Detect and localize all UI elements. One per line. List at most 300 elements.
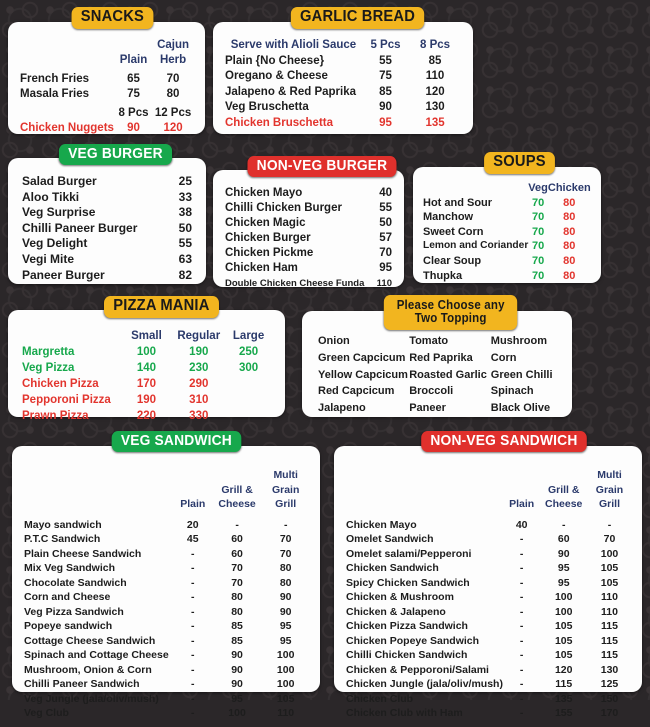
item-price-grill: 90 [231,649,243,661]
item-name: Lemon and Coriander [423,240,529,252]
section-badge-pizza-mania: PIZZA MANIA [104,296,219,318]
table-row [423,269,591,284]
card-soups [413,167,601,283]
item-price-veg: 70 [531,254,545,267]
item-name: Veg Pizza [22,362,75,374]
col-header-grill-line1: Grill & [547,483,580,496]
table-row [318,400,558,417]
item-price-multi: 110 [601,591,618,603]
item-name: Double Chicken Cheese Funda [225,278,365,289]
col-header-multi-grain-grill [587,468,632,512]
item-name: Chicken & Pepporoni/Salami [346,663,489,676]
item-name: Chicken Ham [225,262,298,274]
table-row [22,205,192,221]
item-price-cajun: 80 [166,88,180,100]
table-row [22,190,192,206]
item-price-grill: - [561,518,566,531]
item-name: Chicken Sandwich [346,562,439,574]
section-badge-veg-sandwich: VEG SANDWICH [112,431,241,452]
item-price-multi: 110 [601,605,618,618]
veg-sandwich-table [24,468,310,721]
item-price-multi: 70 [279,547,292,560]
item-price-plain: - [519,605,524,618]
table-row [318,383,558,400]
item-name: Veg Delight [22,236,88,251]
item-name: Mayo sandwich [24,518,102,531]
item-price-multi: 105 [276,692,295,705]
table-row [318,350,558,367]
item-price-plain: - [519,533,524,545]
item-price: 25 [178,174,192,188]
item-name: Chicken Club with Ham [346,707,463,719]
item-price-12pcs: 120 [163,122,183,134]
item-price-5pcs: 90 [379,101,392,114]
item-name: Chilli Paneer Burger [22,220,138,235]
item-price-multi: 105 [600,576,619,589]
table-row [423,210,591,225]
table-row [423,239,591,254]
col-header-regular: Regular [177,330,221,342]
col-header-8pcs: 8 Pcs [118,107,149,119]
item-name: Chicken Club [346,692,414,705]
snacks-table [20,38,193,136]
item-name: Cottage Cheese Sandwich [24,634,156,647]
non-veg-sandwich-table [346,468,632,721]
col-header-veg: Veg [528,182,548,194]
item-name: Spicy Chicken Sandwich [346,576,470,589]
topping-item: Black Olive [490,402,551,415]
col-header-small: Small [131,330,162,342]
item-price-grill: 105 [554,649,573,661]
item-name: Chicken Mayo [346,518,417,531]
item-price-plain: - [519,620,524,632]
topping-item: Spinach [490,385,534,398]
item-name: Veg Pizza Sandwich [24,605,124,618]
item-price-plain: - [519,678,524,690]
item-price-grill: 60 [231,533,243,545]
item-price-plain: - [191,634,195,647]
table-header-row [225,38,461,54]
item-price-large: 250 [238,346,259,358]
table-row [346,590,632,605]
table-row [225,100,461,116]
item-name: Chicken & Jalapeno [346,605,446,618]
table-row [346,605,632,620]
item-name: Omelet salami/Pepperoni [346,547,472,560]
item-name: French Fries [20,73,90,85]
item-price: 70 [379,247,392,259]
section-badge-veg-burger: VEG BURGER [59,144,172,165]
item-price-plain: - [191,692,195,705]
card-pizza-mania [8,310,285,422]
topping-item: Broccoli [409,385,454,398]
item-price-grill: 70 [231,576,243,589]
table-row [20,87,193,102]
item-price-small: 100 [136,346,157,358]
item-name: Paneer Burger [22,267,105,282]
item-price-plain: - [519,663,524,676]
section-badge-non-veg-sandwich: NON-VEG SANDWICH [421,431,586,452]
col-header-plain: Plain [180,498,206,510]
item-name: Popeye sandwich [24,620,113,632]
topping-item: Onion [318,335,350,347]
table-row [346,706,632,721]
table-header-row [24,468,310,512]
table-row [346,518,632,533]
item-price-plain: - [191,649,195,661]
item-price-grill: 95 [557,562,570,574]
item-price-multi: 170 [600,707,619,719]
item-name: Chicken & Mushroom [346,591,454,603]
table-row [22,236,192,252]
item-name: Chicken Nuggets [20,122,114,134]
item-price-plain: - [519,547,524,560]
topping-item: Green Chilli [490,368,553,381]
item-price-grill: 105 [554,620,573,632]
table-row [24,648,310,663]
item-price-plain: - [191,707,195,719]
item-price-multi: 115 [601,649,618,661]
table-header-row [20,38,193,68]
item-price-veg: 70 [531,225,545,238]
table-row [346,576,632,591]
card-snacks [8,22,205,134]
item-price-large [226,392,271,408]
item-price-veg: 70 [531,196,545,209]
item-name: Margretta [22,346,75,358]
section-badge-snacks: SNACKS [72,7,154,29]
item-price: 57 [379,232,392,244]
table-row [346,663,632,678]
item-price: 50 [379,217,392,229]
table-row [225,201,392,216]
table-row [225,69,461,85]
col-header-5pcs: 5 Pcs [370,39,401,51]
item-price-small: 190 [136,394,157,406]
item-price-multi: 95 [279,634,292,647]
item-price-chicken: 80 [563,196,576,209]
topping-item: Corn [490,351,517,364]
item-price-multi: 80 [279,576,292,589]
col-header-chicken: Chicken [547,182,591,194]
item-price-plain: - [191,562,195,574]
col-header-12pcs: 12 Pcs [154,107,192,119]
topping-item: Tomato [409,335,449,347]
item-name: Thupka [423,269,463,282]
item-price-grill: 80 [231,605,243,618]
col-header-grill-line1: Grill & [221,483,253,496]
card-non-veg-burger [213,170,404,287]
toppings-title-line1: Please Choose any [396,298,505,312]
table-row [346,547,632,562]
table-row [423,254,591,269]
item-price-5pcs: 55 [379,54,392,67]
item-price-plain: - [191,576,195,589]
table-row [22,344,271,360]
item-price: 33 [178,189,192,204]
item-price-regular: 290 [189,378,209,390]
pizza-mania-table [22,328,271,424]
item-price-plain: - [191,663,195,676]
item-price-plain: 45 [186,533,199,545]
item-price: 82 [178,267,192,282]
item-price-grill: - [235,518,239,531]
item-price-plain: 65 [127,73,140,85]
item-price-8pcs: 110 [425,70,445,83]
section-badge-soups: SOUPS [484,152,555,174]
item-name: Chocolate Sandwich [24,576,127,589]
col-header-grill-line2: Cheese [545,498,583,510]
item-price-8pcs: 85 [428,54,442,67]
table-row [225,216,392,231]
item-name: Jalapeno & Red Paprika [225,85,357,98]
item-name: Prawn Pizza [22,410,89,422]
table-header-row [22,328,271,344]
table-row [24,619,310,634]
item-price-multi: 125 [600,678,619,690]
item-price-plain: - [191,605,195,618]
table-row [24,576,310,591]
item-name: Clear Soup [423,254,482,267]
soups-table [423,181,591,283]
table-row [225,186,392,201]
item-price-multi: 100 [276,663,295,676]
item-price-cajun: 70 [166,73,180,85]
item-name: Corn and Cheese [24,591,111,603]
item-price-8pcs: 135 [425,116,445,129]
item-price-multi: 100 [600,547,619,560]
item-name: Masala Fries [20,88,90,100]
item-price: 50 [178,220,192,235]
col-header-large: Large [232,330,265,342]
section-badge-garlic-bread: GARLIC BREAD [291,7,424,29]
table-row [24,605,310,620]
item-name: Omelet Sandwich [346,533,434,545]
item-price-regular: 230 [189,362,209,374]
item-name: Aloo Tikki [22,189,80,204]
item-price-chicken: 80 [563,211,576,224]
item-price-large [226,408,271,424]
col-header-plain: Plain [119,54,148,66]
item-price-grill: 115 [555,678,573,690]
item-name: Veg Bruschetta [225,101,309,114]
item-price-chicken: 80 [563,240,576,253]
table-row [318,367,558,384]
col-header-serve-note: Serve with Alioli Sauce [230,39,357,51]
topping-item: Red Capcicum [318,385,395,398]
table-row [423,225,591,240]
item-price-plain: - [519,634,524,647]
item-price-grill: 90 [231,663,243,676]
item-price-grill: 100 [228,707,246,719]
veg-burger-table [22,174,192,283]
item-price-regular: 310 [189,394,209,406]
item-price-grill: 105 [554,634,573,647]
item-price-grill: 95 [557,576,570,589]
item-price-grill: 155 [554,707,573,719]
item-name: Chicken Pickme [225,247,314,259]
table-row [22,408,271,424]
table-header-row [346,468,632,512]
item-price-grill: 100 [554,605,573,618]
item-name: Chicken Jungle (jala/oliv/mush) [346,678,503,690]
item-price-grill: 85 [231,634,243,647]
item-price: 40 [379,187,392,199]
section-badge-non-veg-burger: NON-VEG BURGER [247,156,396,177]
table-row [24,677,310,692]
table-row [225,85,461,101]
item-price: 55 [379,202,392,214]
card-veg-burger [8,158,206,284]
item-price-grill: 80 [231,591,243,603]
table-row [24,663,310,678]
section-badge-toppings [384,295,518,330]
item-price: 63 [178,251,192,266]
item-name: Pepporoni Pizza [22,394,111,406]
item-price-small: 170 [136,378,157,390]
item-price-grill: 60 [557,533,570,545]
table-row [225,54,461,70]
table-row [22,252,192,268]
item-price-5pcs: 75 [379,70,392,83]
item-price-plain: - [519,692,524,705]
col-header-plain: Plain [509,498,535,510]
item-name: P.T.C Sandwich [24,533,101,545]
item-name: Chilli Chicken Burger [225,202,342,214]
col-header-multi-line1: Multi [597,469,622,481]
item-price-multi: 130 [600,663,619,676]
table-row [346,677,632,692]
item-price-multi: 90 [279,591,292,603]
item-price-chicken: 80 [563,225,576,238]
item-price: 95 [379,262,392,274]
item-price-multi: 80 [279,562,292,574]
item-price-grill: 70 [231,562,243,574]
item-price-multi: 95 [279,620,292,632]
table-row [423,196,591,211]
col-header-grill-cheese [213,468,262,512]
table-row [225,276,392,291]
table-row [346,634,632,649]
item-name: Vegi Mite [22,251,75,266]
item-price-regular: 330 [189,410,209,422]
item-name: Hot and Sour [423,196,493,209]
item-price-veg: 70 [531,211,545,224]
table-row [24,692,310,707]
table-row [22,360,271,376]
col-header-multi-line2: Grain Grill [271,483,300,510]
item-price-multi: - [283,518,288,531]
item-price-multi: 100 [276,678,295,690]
non-veg-burger-table [225,186,392,291]
item-price-multi: 105 [600,562,619,574]
col-header-grill-cheese [540,468,587,512]
item-name: Manchow [423,211,474,224]
item-price-multi: 70 [279,533,292,545]
col-header-8pcs: 8 Pcs [420,39,451,51]
item-name: Chilli Chicken Sandwich [346,649,468,661]
table-row [346,619,632,634]
item-name: Plain {No Cheese} [225,54,325,67]
item-price-small: 220 [136,410,157,422]
item-price-5pcs: 95 [379,116,392,129]
item-price-multi: 70 [603,533,616,545]
table-row [22,392,271,408]
topping-item: Roasted Garlic [409,368,487,381]
item-name: Chicken Burger [225,232,311,244]
toppings-title-line2: Two Topping [414,311,487,326]
item-price-chicken: 80 [563,254,576,267]
topping-item: Green Capcicum [318,351,406,364]
table-row [22,268,192,284]
item-price-grill: 85 [231,620,243,632]
table-row [346,648,632,663]
item-price-plain: - [519,562,524,574]
item-price-multi: 90 [279,605,292,618]
item-price-8pcs: 120 [425,85,445,98]
item-price-multi: - [607,518,612,531]
col-header-cajun: Cajun Herb [157,39,190,66]
item-price-grill: 120 [554,663,573,676]
item-price-plain: - [519,576,524,589]
item-name: Sweet Corn [423,225,484,238]
item-price: 55 [178,236,192,251]
item-name: Veg Jungle (jala/oliv/mush) [24,692,159,705]
table-subheader-row [20,106,193,121]
table-row [225,116,461,132]
item-name: Chicken Magic [225,217,306,229]
table-row [225,231,392,246]
table-row [24,634,310,649]
item-name: Chilli Paneer Sandwich [24,678,140,690]
table-row [22,376,271,392]
item-name: Chicken Pizza [22,378,99,390]
table-row [24,532,310,547]
item-name: Chicken Popeye Sandwich [346,634,480,647]
item-price-plain: - [519,707,524,719]
item-name: Veg Club [24,707,69,719]
item-price-small: 140 [136,362,157,374]
item-price-veg: 70 [531,240,545,253]
card-non-veg-sandwich [334,446,642,719]
col-header-multi-grain-grill [261,468,310,512]
item-price-multi: 100 [276,649,295,661]
item-name: Mushroom, Onion & Corn [24,663,152,676]
item-price-multi: 115 [601,634,618,647]
table-row [346,692,632,707]
item-price-8pcs: 90 [127,122,140,134]
table-row [24,706,310,721]
item-price-8pcs: 130 [425,101,445,114]
col-header-grill-line2: Cheese [218,498,256,510]
table-row [225,261,392,276]
table-row [24,561,310,576]
item-price-multi: 115 [601,620,618,632]
item-price-grill: 100 [554,591,573,603]
table-row [24,590,310,605]
item-price-plain: - [191,678,195,690]
table-row [318,333,558,350]
topping-item: Paneer [409,402,446,415]
card-veg-sandwich [12,446,320,719]
item-name: Spinach and Cottage Cheese [24,649,169,661]
item-price-plain: - [191,547,195,560]
item-price-plain: - [191,591,195,603]
item-price-multi: 110 [277,707,295,719]
table-row [20,72,193,87]
item-price-5pcs: 85 [379,85,392,98]
topping-item: Mushroom [490,335,548,347]
